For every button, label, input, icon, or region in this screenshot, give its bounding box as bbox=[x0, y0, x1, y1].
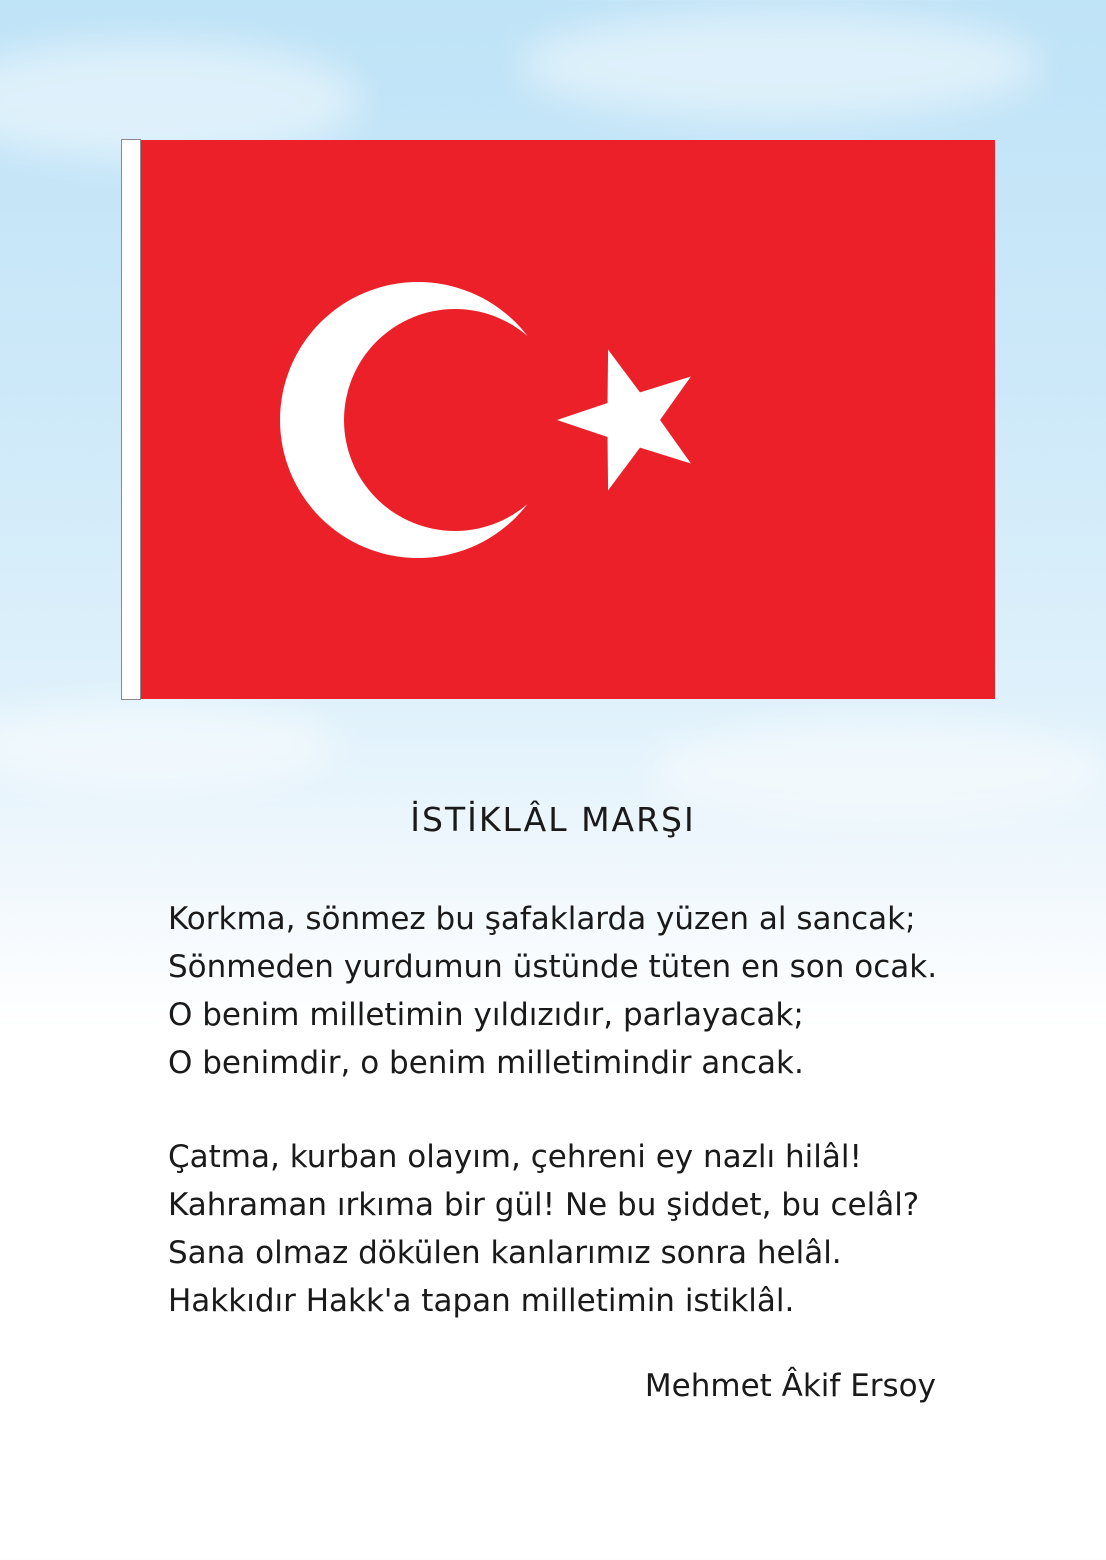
poem-line: Sönmeden yurdumun üstünde tüten en son ocak. bbox=[168, 949, 938, 985]
cloud-decoration bbox=[520, 10, 1040, 120]
author-name: Mehmet Âkif Ersoy bbox=[644, 1368, 936, 1404]
stanza-1 bbox=[168, 895, 968, 1087]
poem-line: Korkma, sönmez bu şafaklarda yüzen al sancak; bbox=[168, 901, 916, 937]
turkish-flag bbox=[121, 139, 995, 700]
flag-cloth bbox=[141, 140, 995, 699]
poem bbox=[168, 895, 968, 1371]
poem-line: O benimdir, o benim milletimindir ancak. bbox=[168, 1045, 804, 1081]
page-title: İSTİKLÂL MARŞI bbox=[410, 800, 696, 839]
poem-line: Hakkıdır Hakk'a tapan milletimin istiklâl. bbox=[168, 1283, 795, 1319]
poem-line: Sana olmaz dökülen kanlarımız sonra helâl. bbox=[168, 1235, 842, 1271]
poem-line: Çatma, kurban olayım, çehreni ey nazlı hilâl! bbox=[168, 1139, 862, 1175]
poem-line: Kahraman ırkıma bir gül! Ne bu şiddet, bu celâl? bbox=[168, 1187, 920, 1223]
flag-pole bbox=[121, 139, 141, 700]
cloud-decoration bbox=[0, 700, 340, 790]
crescent-cutout bbox=[344, 309, 566, 531]
stanza-2 bbox=[168, 1133, 968, 1325]
poem-line: O benim milletimin yıldızıdır, parlayacak; bbox=[168, 997, 804, 1033]
